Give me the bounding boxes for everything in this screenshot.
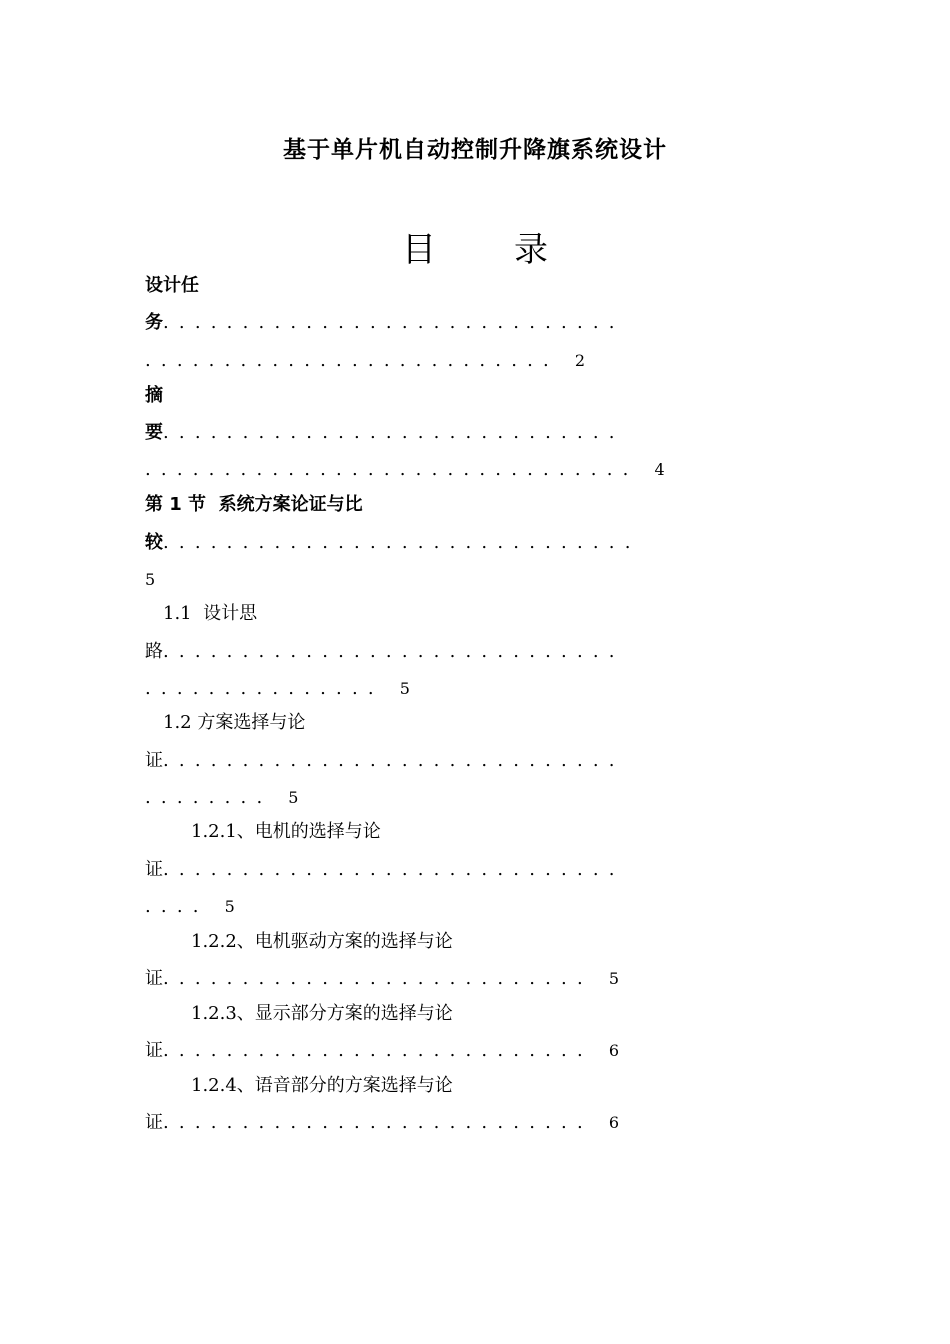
toc-heading-right: 录 (514, 230, 548, 270)
leader-dots: ............................... (145, 459, 655, 480)
toc-entry-label: 证 (145, 859, 163, 880)
toc-entry-1-2-3-line[interactable] (145, 1038, 619, 1064)
leader-dots: .............................. (163, 532, 641, 553)
toc-entry-label: 较 (145, 532, 163, 553)
page-number: 6 (608, 1113, 619, 1132)
leader-dots: ............................. (163, 750, 625, 771)
toc-entry-1-1-label: 1.1 设计思 (163, 603, 258, 624)
toc-entry-1-1-line[interactable] (145, 639, 625, 665)
toc-entry-label: 证 (145, 968, 163, 989)
toc-entry-1-2-1-label: 1.2.1、电机的选择与论 (191, 821, 381, 842)
leader-dots: ............................. (163, 312, 625, 333)
toc-entry-abstract-line[interactable] (145, 420, 625, 446)
page-number: 5 (608, 969, 619, 988)
page-number: 5 (145, 570, 156, 589)
page-number: 2 (574, 351, 586, 370)
leader-dots: ........................... (163, 968, 609, 989)
toc-entry-label: 证 (145, 1040, 163, 1061)
toc-entry-1-2-label: 1.2 方案选择与论 (163, 712, 306, 733)
document-title: 基于单片机自动控制升降旗系统设计 (283, 136, 667, 163)
leader-dots: ........................... (163, 1112, 609, 1133)
page-number: 5 (399, 679, 410, 698)
toc-entry-design-task-line[interactable] (145, 310, 625, 336)
toc-heading (0, 226, 950, 274)
page-number: 6 (608, 1041, 619, 1060)
toc-entry-label: 证 (145, 1112, 163, 1133)
toc-entry-1-2-2-line[interactable] (145, 966, 619, 992)
toc-entry-1-2-1-line[interactable] (145, 857, 625, 883)
toc-entry-label: 要 (145, 422, 163, 443)
toc-entry-label: 务 (145, 312, 163, 333)
toc-entry-section1-page-line (145, 567, 155, 593)
toc-entry-1-2-4-line[interactable] (145, 1110, 619, 1136)
toc-heading-left: 目 (402, 230, 436, 270)
toc-entry-1-2-4-label: 1.2.4、语音部分的方案选择与论 (191, 1075, 453, 1096)
toc-entry-1-2-page-line (145, 785, 298, 811)
toc-entry-label: 路 (145, 641, 163, 662)
toc-entry-section1-label: 第 1 节 系统方案论证与比 (145, 494, 363, 515)
leader-dots: .... (145, 896, 225, 917)
page-number: 5 (288, 788, 299, 807)
leader-dots: ............... (145, 678, 400, 699)
toc-entry-1-2-1-page-line (145, 894, 235, 920)
toc-entry-abstract-label: 摘 (145, 385, 163, 406)
page-number: 4 (654, 460, 665, 479)
toc-entry-section1-line[interactable] (145, 530, 641, 556)
leader-dots: .......................... (145, 350, 575, 371)
toc-entry-1-1-page-line (145, 676, 410, 702)
toc-entry-abstract-page-line (145, 457, 665, 483)
leader-dots: ............................. (163, 641, 625, 662)
toc-entry-design-task-page-line (145, 348, 585, 374)
toc-entry-design-task-label: 设计任 (145, 275, 199, 296)
page-number: 5 (224, 897, 235, 916)
toc-entry-1-2-2-label: 1.2.2、电机驱动方案的选择与论 (191, 931, 453, 952)
toc-entry-1-2-3-label: 1.2.3、显示部分方案的选择与论 (191, 1003, 453, 1024)
toc-entry-1-2-line[interactable] (145, 748, 625, 774)
toc-entry-label: 证 (145, 750, 163, 771)
leader-dots: ............................. (163, 422, 625, 443)
leader-dots: ............................. (163, 859, 625, 880)
leader-dots: ........ (145, 787, 289, 808)
leader-dots: ........................... (163, 1040, 609, 1061)
